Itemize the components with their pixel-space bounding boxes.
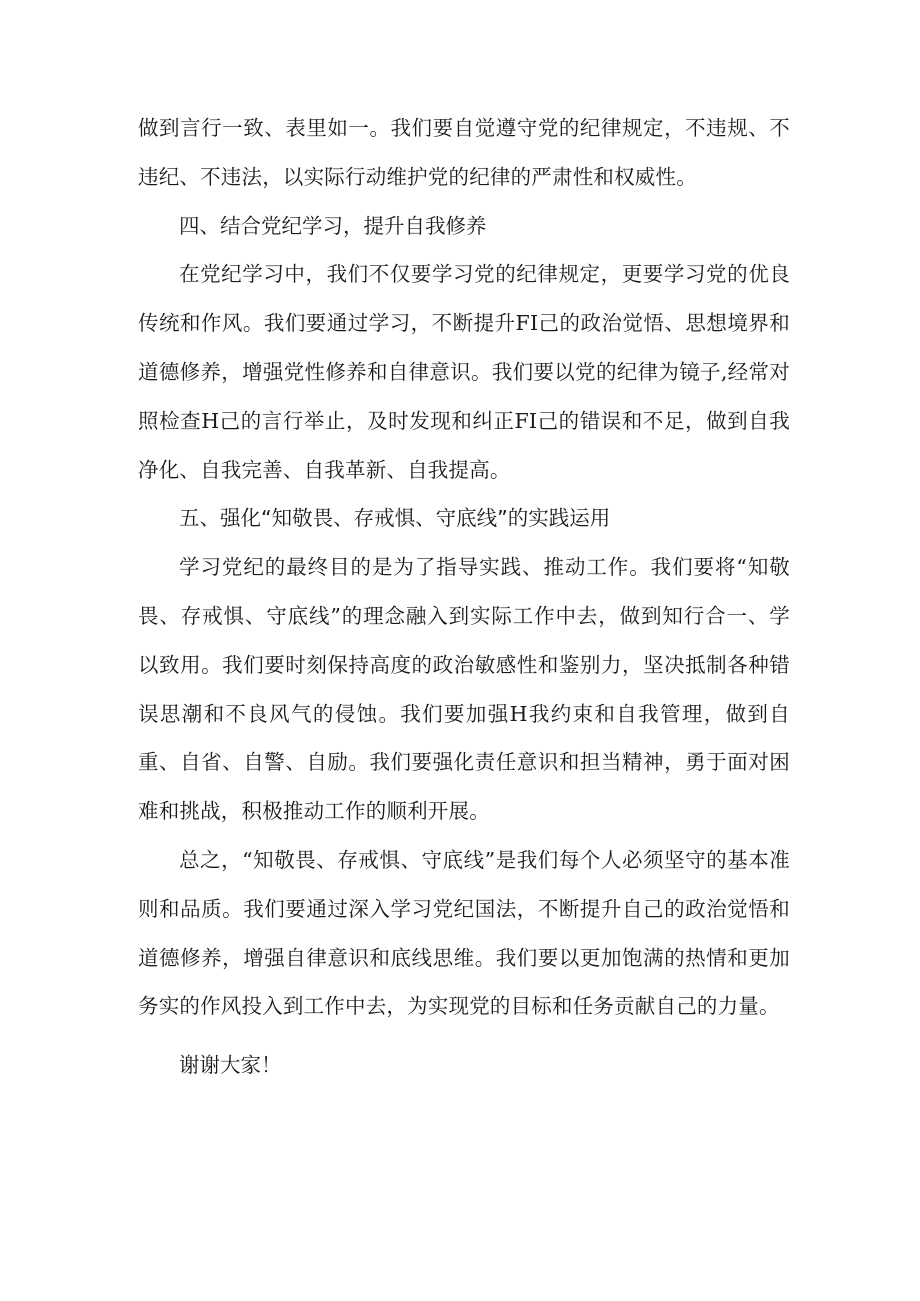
paragraph-continuation: 做到言行一致、表里如一。我们要自觉遵守党的纪律规定，不违规、不违纪、不违法，以实际行动维护党的纪律的严肃性和权威性。 — [138, 116, 790, 189]
document-body — [138, 104, 790, 1090]
section-heading-5: 五、强化“知敬畏、存戒惧、守底线”的实践运用 — [179, 506, 611, 531]
closing-thanks: 谢谢大家！ — [179, 1053, 282, 1078]
paragraph-practice: 学习党纪的最终目的是为了指导实践、推动工作。我们要将“知敬畏、存戒惧、守底线”的理念融入到实际工作中去，做到知行合一、学以致用。我们要时刻保持高度的政治敏感性和鉴别力，坚决抵制各种错误思潮和不良风气的侵蚀。我们要加强H我约束和自我管理，做到自重、自省、自警、自励。我们要强化责任意识和担当精神，勇于面对困难和挑战，积极推动工作的顺利开展。 — [138, 555, 790, 824]
paragraph-conclusion: 总之，“知敬畏、存戒惧、守底线”是我们每个人必须坚守的基本准则和品质。我们要通过深入学习党纪国法，不断提升自己的政治觉悟和道德修养，增强自律意识和底线思维。我们要以更加饱满的热情和更加务实的作风投入到工作中去，为实现党的目标和任务贡献自己的力量。 — [138, 847, 790, 1019]
section-heading-4: 四、结合党纪学习，提升自我修养 — [179, 213, 487, 238]
paragraph-self-cultivation: 在党纪学习中，我们不仅要学习党的纪律规定，更要学习党的优良传统和作风。我们要通过学习，不断提升FI己的政治觉悟、思想境界和道德修养，增强党性修养和自律意识。我们要以党的纪律为镜子,经常对照检查H己的言行举止，及时发现和纠正FI己的错误和不足，做到自我净化、自我完善、自我革新、自我提高。 — [138, 262, 790, 482]
